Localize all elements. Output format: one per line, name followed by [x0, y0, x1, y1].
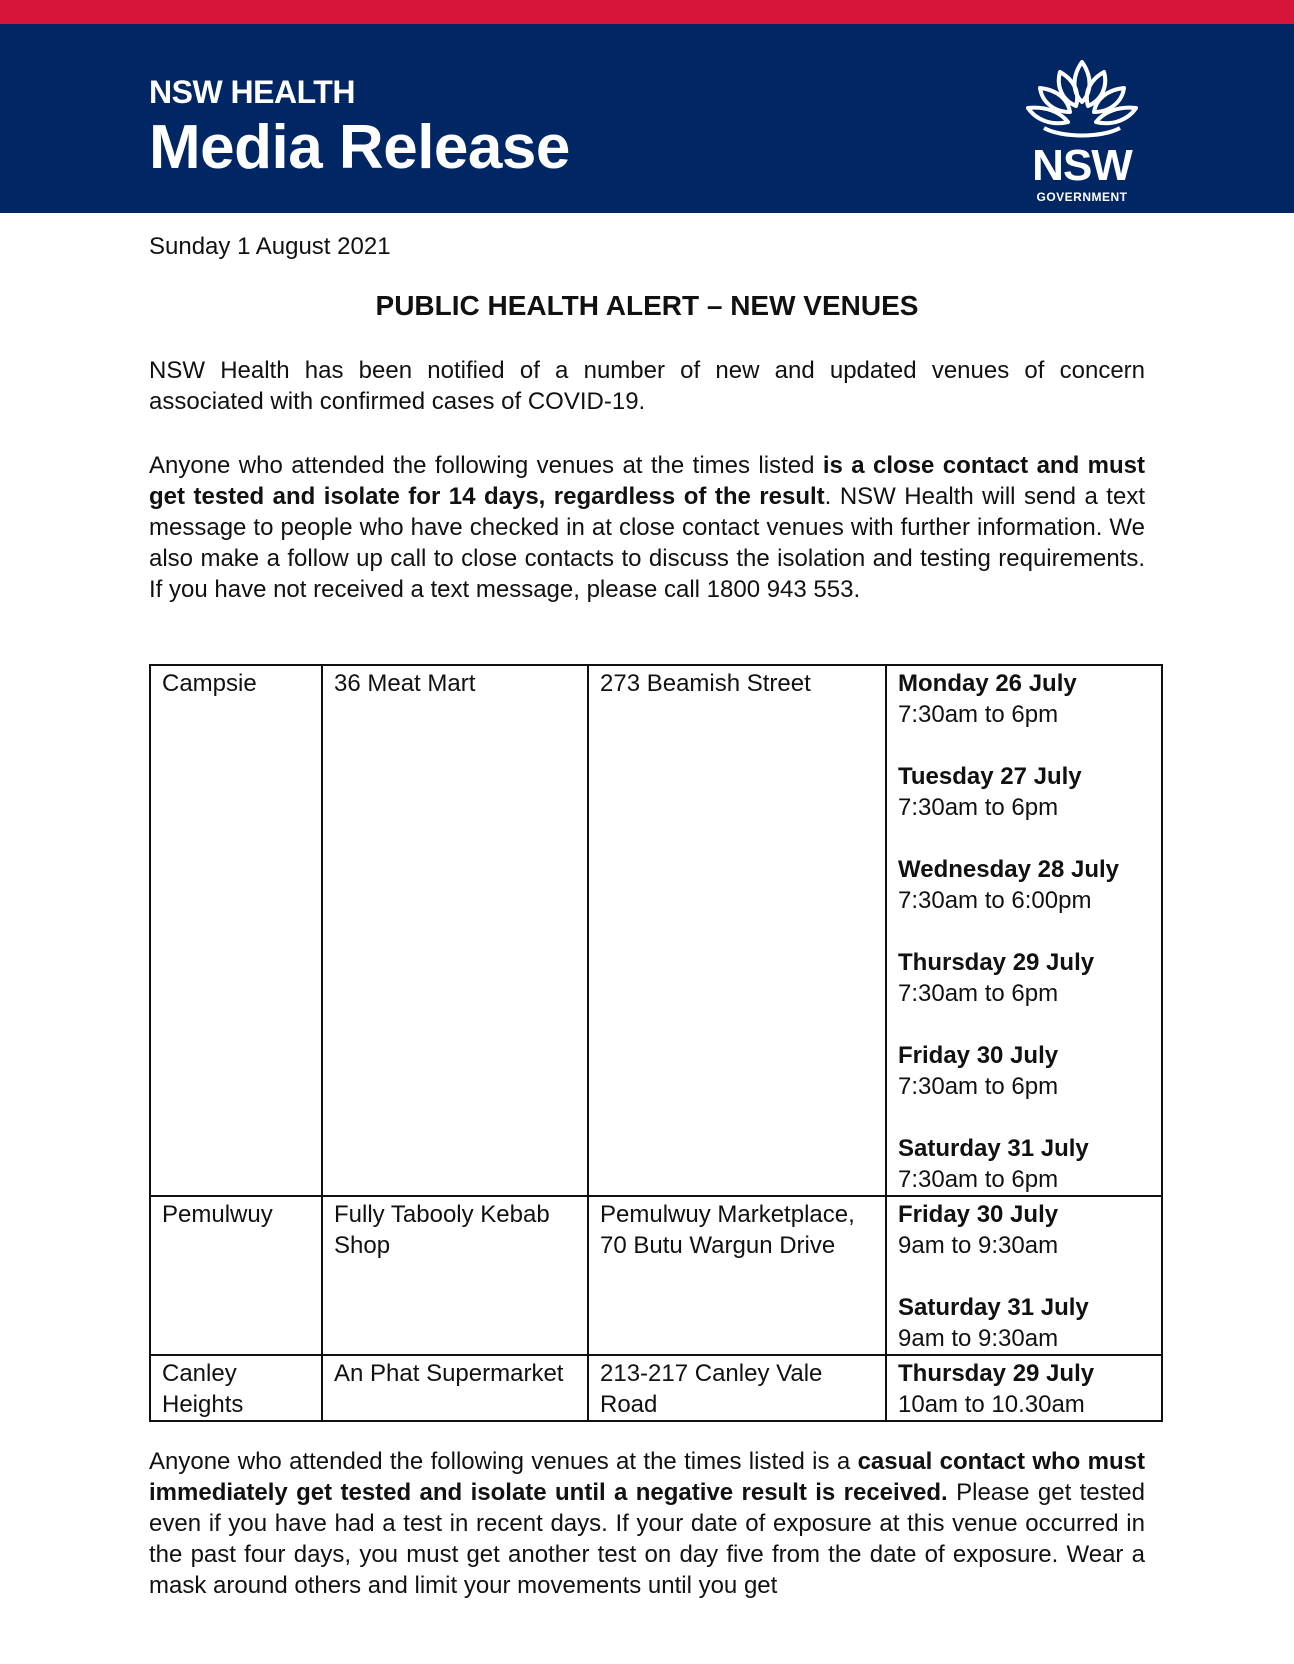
close-contact-text-end: . NSW Health will send a text message to people who have checked in at close contact venues with further information. We also make a follow up call to close contacts to discuss the isolation and testing requirements. If you have not received a text message, please call 1800 943 553.	[149, 483, 1145, 603]
casual-contact-text-end: Please get tested even if you have had a test in recent days. If your date of exposure at this venue occurred in the past four days, you must get another test on day five from the date of exposure. Wear a mask around others and limit your movements until you get	[149, 1479, 1145, 1599]
release-date: Sunday 1 August 2021	[149, 233, 391, 260]
time-slot-day: Thursday 29 July	[898, 949, 1095, 976]
nsw-government-logo	[1022, 56, 1142, 206]
close-contact-emphasis: is a close contact and must get tested and isolate for 14 days, regardless of the result	[149, 452, 1145, 510]
casual-contact-text-start: Anyone who attended the following venues at the times listed is a	[149, 1448, 858, 1475]
venue-name: 36 Meat Mart	[322, 665, 588, 1196]
time-slot-day: Saturday 31 July	[898, 1294, 1089, 1321]
close-contact-paragraph	[149, 450, 1145, 605]
time-slot-hours: 7:30am to 6pm	[898, 980, 1059, 1007]
time-slot	[898, 1199, 1151, 1261]
time-slot	[898, 1133, 1151, 1195]
time-slot	[898, 854, 1151, 916]
time-slot-hours: 9am to 9:30am	[898, 1325, 1059, 1352]
waratah-icon	[1022, 56, 1142, 146]
time-slot	[898, 1040, 1151, 1102]
time-slot-day: Friday 30 July	[898, 1042, 1059, 1069]
venue-name: An Phat Supermarket	[322, 1355, 588, 1421]
logo-subtext: GOVERNMENT	[1036, 190, 1128, 204]
page-headline: Media Release	[149, 113, 570, 182]
venue-times	[886, 1355, 1162, 1421]
time-slot-hours: 7:30am to 6pm	[898, 701, 1059, 728]
time-slot-hours: 10am to 10.30am	[898, 1391, 1085, 1418]
time-slot-day: Tuesday 27 July	[898, 763, 1082, 790]
venue-address: Pemulwuy Marketplace, 70 Butu Wargun Drive	[588, 1196, 886, 1355]
time-slot-day: Friday 30 July	[898, 1201, 1059, 1228]
time-slot-hours: 7:30am to 6pm	[898, 1166, 1059, 1193]
close-contact-venues-table	[149, 664, 1163, 1422]
venue-row	[150, 665, 1162, 1196]
venue-suburb: Pemulwuy	[150, 1196, 322, 1355]
time-slot-day: Monday 26 July	[898, 670, 1077, 697]
org-name: NSW HEALTH	[149, 74, 355, 110]
venue-address: 273 Beamish Street	[588, 665, 886, 1196]
intro-paragraph: NSW Health has been notified of a number of new and updated venues of concern associated with confirmed cases of COVID-19.	[149, 357, 1145, 415]
venue-name: Fully Tabooly Kebab Shop	[322, 1196, 588, 1355]
top-red-stripe	[0, 0, 1294, 24]
venue-times	[886, 1196, 1162, 1355]
time-slot-day: Wednesday 28 July	[898, 856, 1119, 883]
time-slot-day: Thursday 29 July	[898, 1360, 1095, 1387]
time-slot-day: Saturday 31 July	[898, 1135, 1089, 1162]
time-slot-hours: 7:30am to 6:00pm	[898, 887, 1092, 914]
time-slot	[898, 947, 1151, 1009]
logo-wordmark: NSW	[1032, 141, 1132, 190]
time-slot	[898, 1358, 1151, 1420]
venue-address: 213-217 Canley Vale Road	[588, 1355, 886, 1421]
venue-times	[886, 665, 1162, 1196]
venue-row	[150, 1196, 1162, 1355]
casual-contact-paragraph	[149, 1446, 1145, 1601]
time-slot-hours: 7:30am to 6pm	[898, 794, 1059, 821]
venue-suburb: Campsie	[150, 665, 322, 1196]
casual-contact-emphasis: casual contact who must immediately get tested and isolate until a negative result is received.	[149, 1448, 1145, 1506]
time-slot	[898, 1292, 1151, 1354]
venue-row	[150, 1355, 1162, 1421]
time-slot-hours: 9am to 9:30am	[898, 1232, 1059, 1259]
header-banner	[0, 24, 1294, 213]
time-slot-hours: 7:30am to 6pm	[898, 1073, 1059, 1100]
close-contact-text-start: Anyone who attended the following venues at the times listed	[149, 452, 823, 479]
time-slot	[898, 761, 1151, 823]
alert-title: PUBLIC HEALTH ALERT – NEW VENUES	[375, 290, 919, 321]
time-slot	[898, 668, 1151, 730]
venue-suburb: Canley Heights	[150, 1355, 322, 1421]
